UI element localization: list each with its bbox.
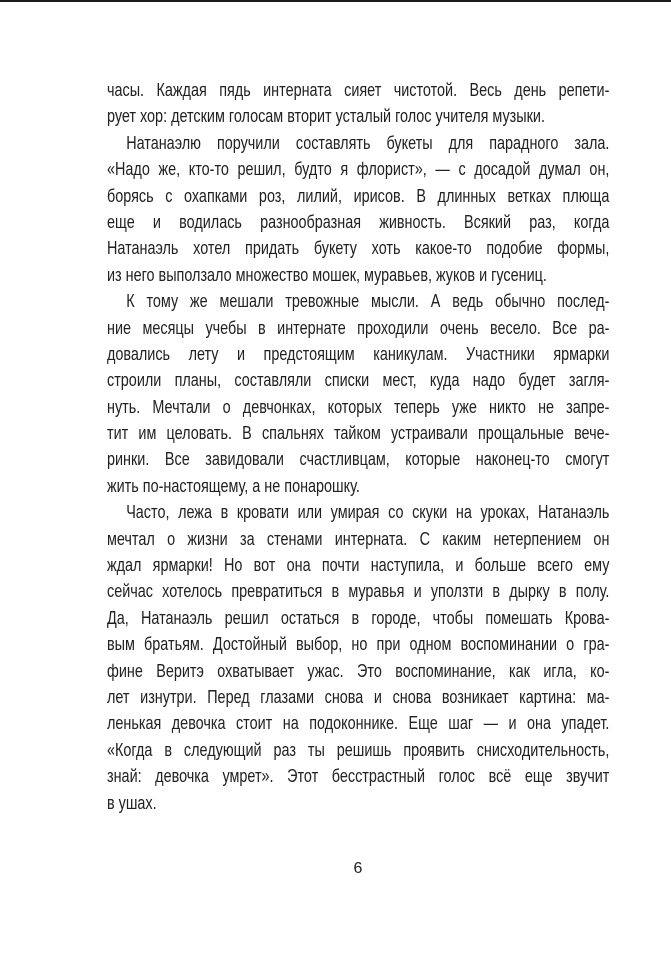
paragraph — [107, 499, 609, 816]
text-line: Натанаэль хотел придать букету хоть какое-то подобие формы, — [107, 238, 610, 259]
text-line: жить по-настоящему, а не понарошку. — [107, 475, 360, 496]
text-line: «Надо же, кто-то решил, будто я флорист», — с досадой думал он, — [107, 159, 610, 180]
text-line: фине Веритэ охватывает ужас. Это воспоминание, как игла, ко- — [107, 660, 610, 681]
text-line: вым братьям. Достойный выбор, но при одном воспоминании о гра- — [107, 634, 610, 655]
text-line: знай: девочка умрет». Этот бесстрастный голос всё еще звучит — [107, 766, 610, 787]
text-line: часы. Каждая пядь интерната сияет чистотой. Весь день репети- — [107, 80, 610, 100]
text-line: Да, Натанаэль решил остаться в городе, чтобы помешать Крова- — [107, 607, 610, 628]
text-line: из него выползало множество мошек, муравьев, жуков и гусениц. — [107, 264, 547, 285]
text-line: Часто, лежа в кровати или умирая со скуки на уроках, Натанаэль — [126, 502, 610, 523]
page-number: 6 — [353, 860, 363, 877]
text-line: нуть. Мечтали о девчонках, которых теперь уже никто не запре- — [107, 396, 610, 417]
text-line: ние месяцы учебы в интернате проходили очень весело. Все ра- — [107, 317, 610, 338]
text-line: строили планы, составляли списки мест, куда надо будет загля- — [107, 370, 610, 391]
paragraph — [107, 288, 609, 499]
text-line: ждал ярмарки! Но вот она почти наступила, и больше всего ему — [107, 555, 610, 576]
text-block — [107, 77, 609, 816]
text-line: К тому же мешали тревожные мысли. А ведь обычно послед- — [126, 291, 610, 312]
text-line: ленькая девочка стоит на подоконнике. Еще шаг — и она упадет. — [107, 713, 610, 734]
text-line: борясь с охапками роз, лилий, ирисов. В длинных ветках плюща — [107, 185, 610, 206]
top-border-line — [0, 0, 671, 2]
text-line: «Когда в следующий раз ты решишь проявить снисходительность, — [107, 739, 610, 760]
text-line: мечтал о жизни за стенами интерната. С каким нетерпением он — [107, 528, 610, 549]
text-line: в ушах. — [107, 792, 157, 813]
text-line: ринки. Все завидовали счастливцам, которые наконец-то смогут — [107, 449, 610, 470]
text-line: лет изнутри. Перед глазами снова и снова возникает картина: ма- — [107, 686, 610, 707]
text-line: тит им целовать. В спальнях тайком устраивали прощальные вече- — [107, 423, 610, 444]
text-line: сейчас хотелось превратиться в муравья и уползти в дырку в полу. — [107, 581, 610, 602]
text-line: рует хор: детским голосам вторит усталый голос учителя музыки. — [107, 106, 545, 127]
paragraph — [107, 77, 609, 130]
paragraph — [107, 130, 609, 288]
text-line: еще и водилась разнообразная живность. Всякий раз, когда — [107, 211, 610, 232]
text-line: Натанаэлю поручили составлять букеты для парадного зала. — [126, 132, 610, 153]
text-line: довались лету и предстоящим каникулам. Участники ярмарки — [107, 343, 610, 364]
